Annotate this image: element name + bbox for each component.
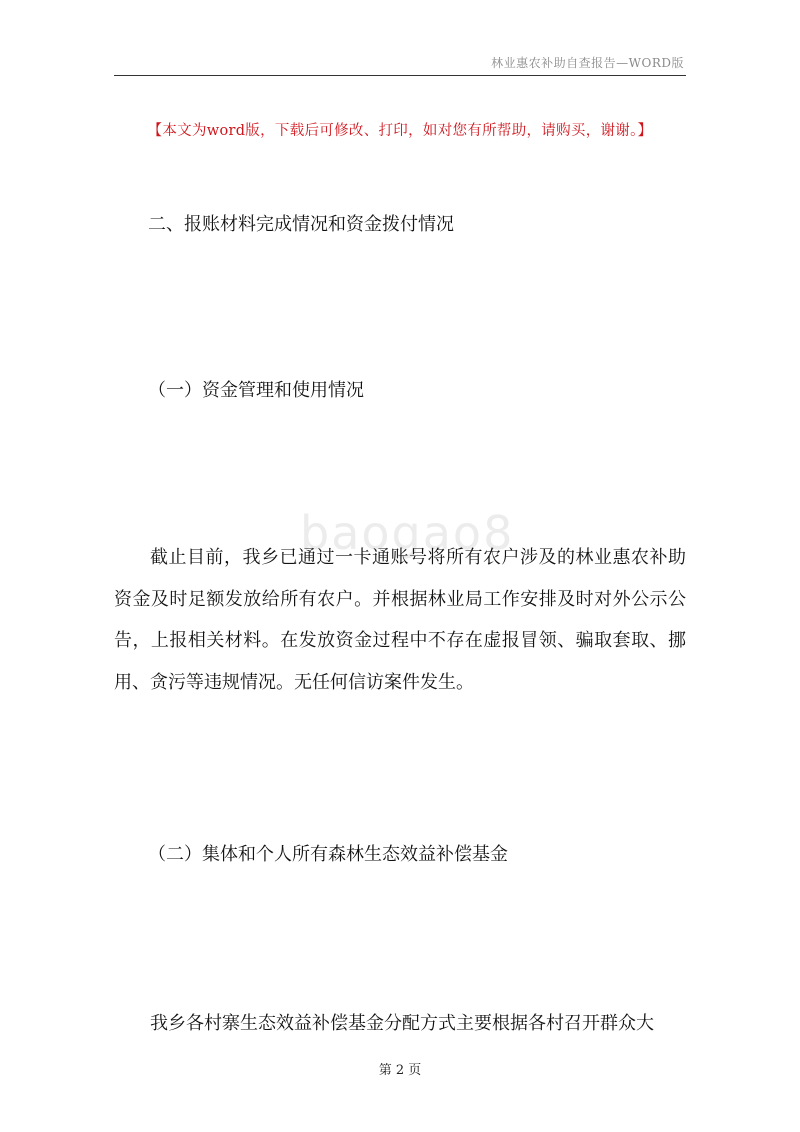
paragraph-compensation-allocation xyxy=(114,1003,686,1045)
document-header-title: 林业惠农补助自查报告—WORD版 xyxy=(491,56,684,70)
subsection-heading-ecological-compensation: （二）集体和个人所有森林生态效益补偿基金 xyxy=(148,844,508,865)
paragraph-fund-distribution xyxy=(114,537,686,703)
header-divider xyxy=(114,75,686,76)
paragraph-text: 截止目前，我乡已通过一卡通账号将所有农户涉及的林业惠农补助资金及时足额发放给所有农户。并根据林业局工作安排及时对外公示公告，上报相关材料。在发放资金过程中不存在虚报冒领、骗取套取、挪用、贪污等违规情况。无任何信访案件发生。 xyxy=(114,547,686,693)
watermark-text: baogao8 xyxy=(300,506,515,560)
subsection-heading-fund-management: （一）资金管理和使用情况 xyxy=(148,380,364,401)
paragraph-text: 我乡各村寨生态效益补偿基金分配方式主要根据各村召开群众大 xyxy=(150,1013,654,1034)
purchase-notice: 【本文为word版，下载后可修改、打印，如对您有所帮助，请购买，谢谢。】 xyxy=(147,123,653,139)
section-heading-funding-status: 二、报账材料完成情况和资金拨付情况 xyxy=(148,214,454,235)
page-number: 第 2 页 xyxy=(378,1063,422,1078)
